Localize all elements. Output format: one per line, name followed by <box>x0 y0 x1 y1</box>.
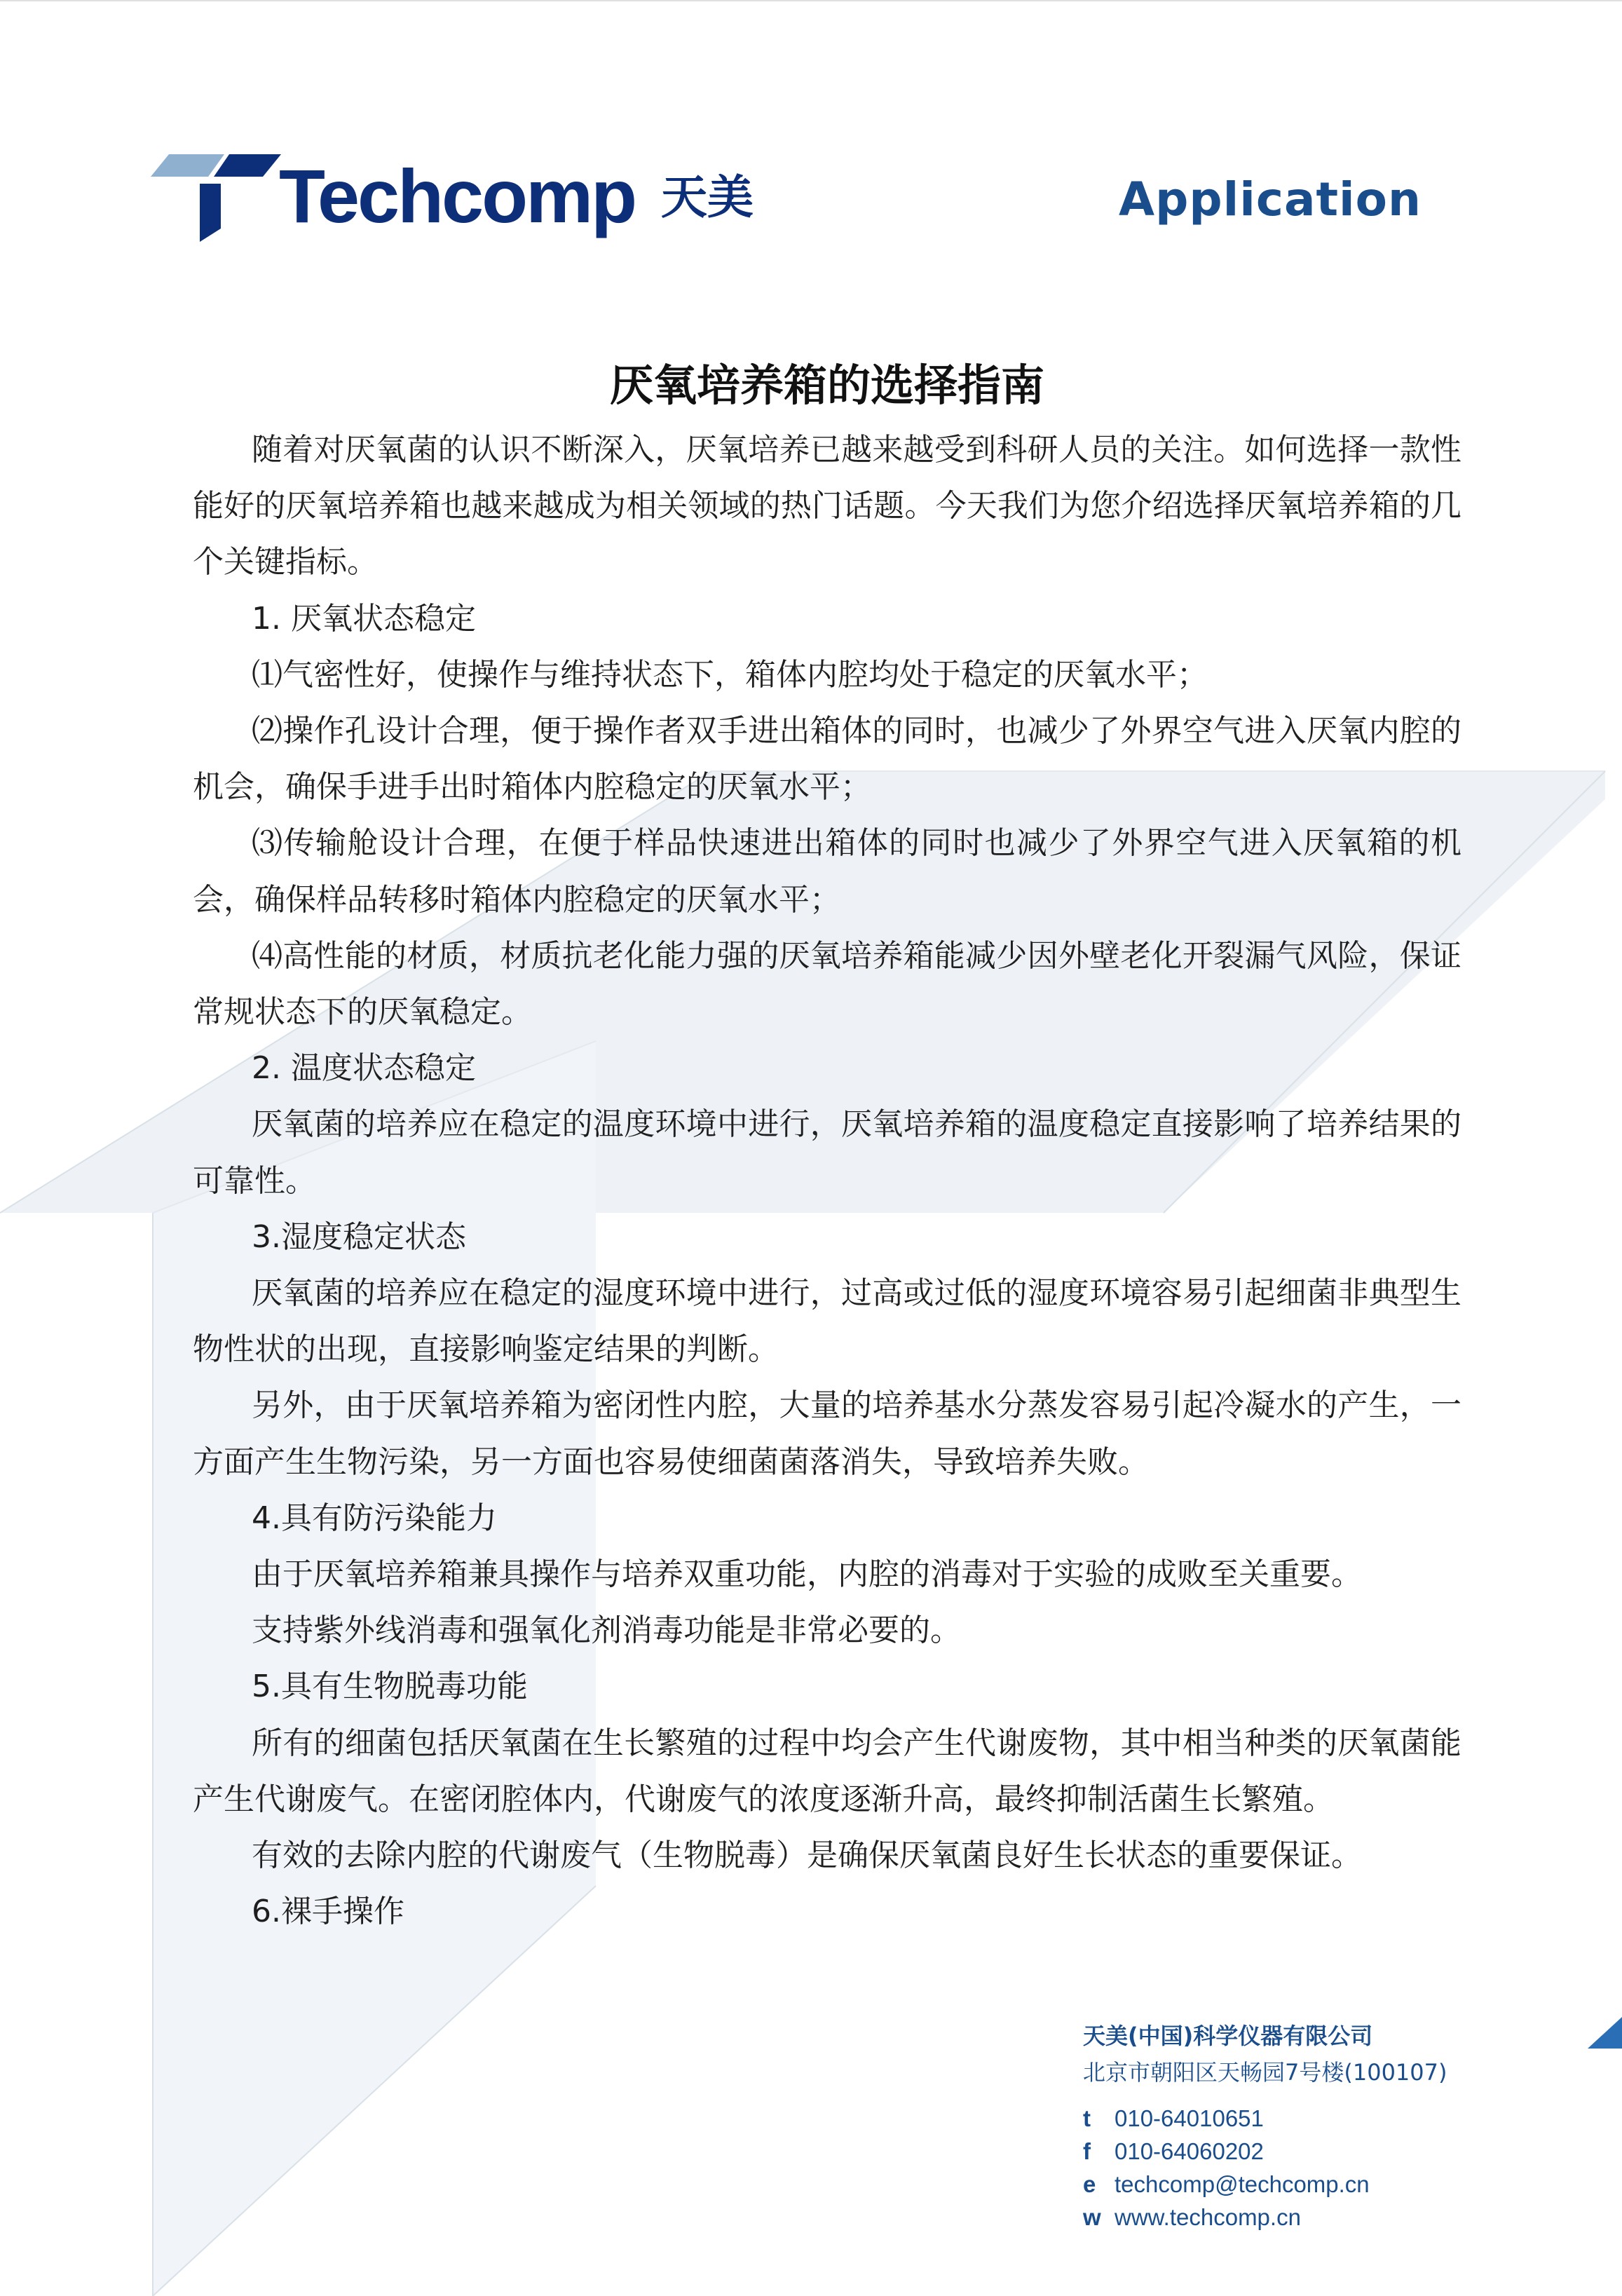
article-paragraph: 2. 温度状态稳定 <box>252 1050 476 1087</box>
contact-list <box>1083 2102 1560 2234</box>
article-paragraph: ⑶传输舱设计合理，在便于样品快速进出箱体的同时也减少了外界空气进入厌氧箱的机会，确保样品转移时箱体内腔稳定的厌氧水平； <box>193 825 1461 918</box>
article-paragraph: 6.裸手操作 <box>252 1894 404 1930</box>
article-paragraph: 由于厌氧培养箱兼具操作与培养双重功能，内腔的消毒对于实验的成败至关重要。 <box>252 1556 1362 1593</box>
article-paragraph: 3.湿度稳定状态 <box>252 1218 466 1255</box>
contact-row <box>1083 2102 1560 2135</box>
article-paragraph: 随着对厌氧菌的认识不断深入，厌氧培养已越来越受到科研人员的关注。如何选择一款性能好的厌氧培养箱也越来越成为相关领域的热门话题。今天我们为您介绍选择厌氧培养箱的几个关键指标。 <box>193 432 1461 580</box>
contact-value: 010-64010651 <box>1115 2105 1264 2131</box>
article-paragraph: 另外，由于厌氧培养箱为密闭性内腔，大量的培养基水分蒸发容易引起冷凝水的产生，一方面产生生物污染，另一方面也容易使细菌菌落消失，导致培养失败。 <box>193 1387 1461 1480</box>
article-paragraphs <box>193 422 1461 1940</box>
article-paragraph: 所有的细菌包括厌氧菌在生长繁殖的过程中均会产生代谢废物，其中相当种类的厌氧菌能产生代谢废气。在密闭腔体内，代谢废气的浓度逐渐升高，最终抑制活菌生长繁殖。 <box>193 1725 1461 1817</box>
contact-row <box>1083 2168 1560 2201</box>
document-category: Application <box>1119 172 1422 226</box>
page-header <box>0 0 1622 294</box>
logo-wordmark: Techcomp <box>279 154 636 238</box>
techcomp-logo-icon <box>151 154 284 242</box>
article-paragraph: ⑷高性能的材质，材质抗老化能力强的厌氧培养箱能减少因外壁老化开裂漏气风险，保证常规状态下的厌氧稳定。 <box>193 937 1461 1031</box>
article-paragraph: 5.具有生物脱毒功能 <box>252 1669 528 1705</box>
company-address: 北京市朝阳区天畅园7号楼(100107) <box>1083 2059 1447 2086</box>
contact-row <box>1083 2135 1560 2168</box>
article-paragraph: 1. 厌氧状态稳定 <box>252 600 476 637</box>
logo-chinese-name: 天美 <box>661 170 754 224</box>
contact-key: t <box>1083 2105 1091 2131</box>
article-paragraph: 厌氧菌的培养应在稳定的湿度环境中进行，过高或过低的湿度环境容易引起细菌非典型生物性状的出现，直接影响鉴定结果的判断。 <box>193 1275 1461 1368</box>
contact-value: www.techcomp.cn <box>1115 2204 1301 2230</box>
article-paragraph: 支持紫外线消毒和强氧化剂消毒功能是非常必要的。 <box>252 1612 961 1649</box>
article-paragraph: 有效的去除内腔的代谢废气（生物脱毒）是确保厌氧菌良好生长状态的重要保证。 <box>252 1838 1362 1874</box>
techcomp-logo <box>151 151 782 242</box>
article-paragraph: ⑵操作孔设计合理，便于操作者双手进出箱体的同时，也减少了外界空气进入厌氧内腔的机会，确保手进手出时箱体内腔稳定的厌氧水平； <box>193 713 1461 806</box>
contact-key: f <box>1083 2138 1091 2164</box>
contact-key: w <box>1083 2204 1101 2230</box>
contact-value: 010-64060202 <box>1115 2138 1264 2164</box>
contact-key: e <box>1083 2171 1096 2197</box>
contact-value: techcomp@techcomp.cn <box>1115 2171 1370 2197</box>
contact-footer <box>1083 2018 1560 2234</box>
contact-row <box>1083 2201 1560 2234</box>
company-name: 天美(中国)科学仪器有限公司 <box>1083 2023 1373 2049</box>
article-paragraph: ⑴气密性好，使操作与维持状态下，箱体内腔均处于稳定的厌氧水平； <box>252 656 1208 693</box>
article-body <box>193 351 1461 1940</box>
article-paragraph: 4.具有防污染能力 <box>252 1500 497 1536</box>
article-paragraph: 厌氧菌的培养应在稳定的温度环境中进行，厌氧培养箱的温度稳定直接影响了培养结果的可靠性。 <box>193 1106 1461 1199</box>
article-title: 厌氧培养箱的选择指南 <box>609 360 1044 411</box>
corner-triangle-icon <box>1588 2017 1622 2049</box>
